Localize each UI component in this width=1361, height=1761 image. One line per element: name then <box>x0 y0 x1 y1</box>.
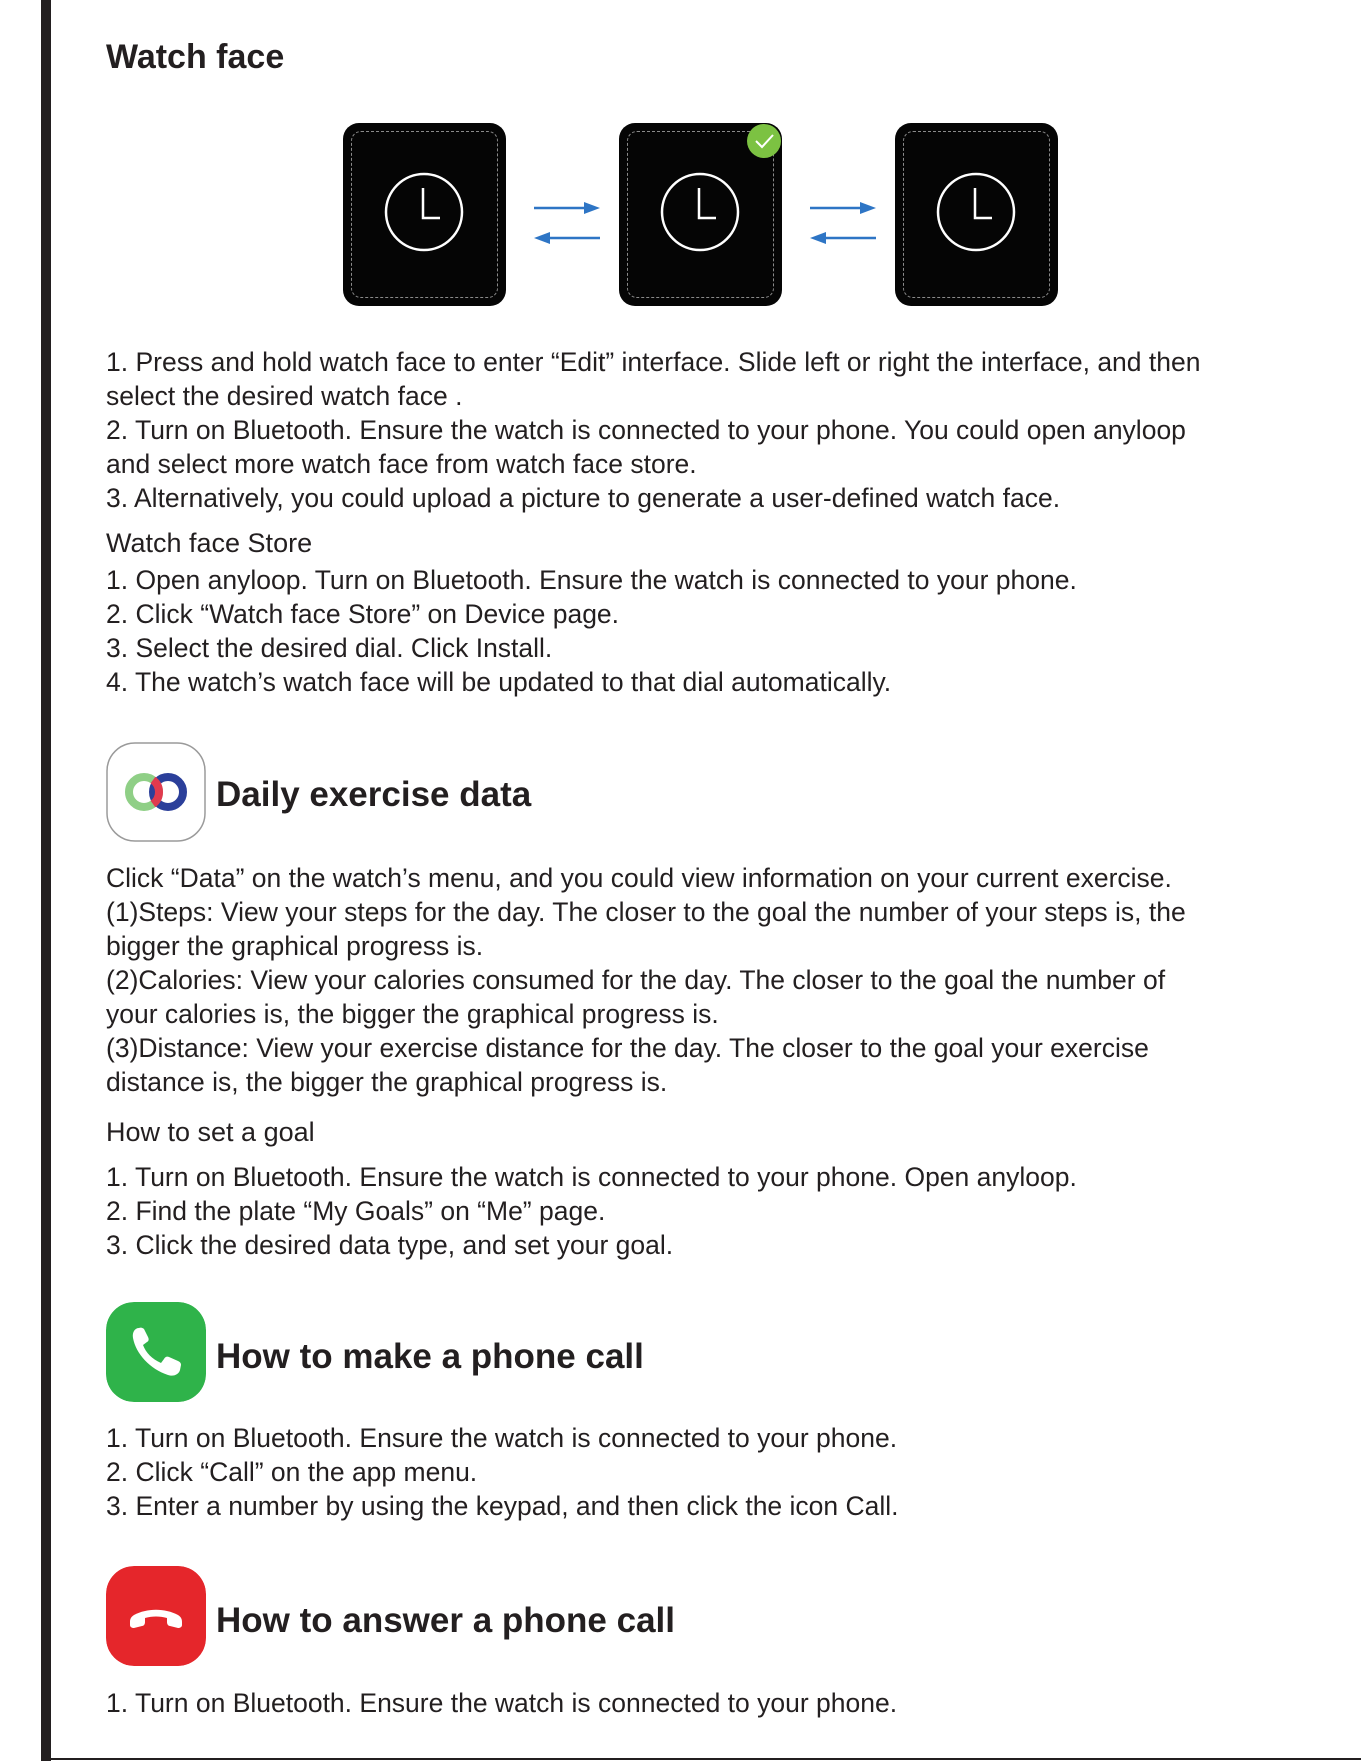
clock-icon <box>936 172 1016 252</box>
swap-arrows-icon <box>808 198 878 248</box>
list-item: 1. Open anyloop. Turn on Bluetooth. Ensure the watch is connected to your phone. <box>106 565 1077 595</box>
list-item: 1. Turn on Bluetooth. Ensure the watch is connected to your phone. <box>106 1423 898 1453</box>
list-item: 3. Click the desired data type, and set your goal. <box>106 1230 674 1260</box>
make-call-steps <box>106 1421 899 1523</box>
list-item: 2. Click “Call” on the app menu. <box>106 1457 478 1487</box>
list-item: distance is, the bigger the graphical progress is. <box>106 1067 668 1097</box>
list-item: select the desired watch face . <box>106 381 463 411</box>
list-item: 1. Turn on Bluetooth. Ensure the watch is connected to your phone. Open anyloop. <box>106 1162 1077 1192</box>
phone-red-icon <box>106 1566 206 1666</box>
list-item: and select more watch face from watch face store. <box>106 449 697 479</box>
watch-face-right <box>895 123 1058 306</box>
watch-face-left <box>343 123 506 306</box>
list-item: (1)Steps: View your steps for the day. The closer to the goal the number of your steps is, the <box>106 897 1186 927</box>
clock-icon <box>660 172 740 252</box>
watch-face-illustration <box>343 123 1063 308</box>
check-icon <box>746 123 782 159</box>
watch-face-store-heading: Watch face Store <box>106 528 313 558</box>
answer-call-steps <box>106 1686 897 1720</box>
list-item: (2)Calories: View your calories consumed for the day. The closer to the goal the number of <box>106 965 1166 995</box>
anyloop-data-icon <box>106 742 206 842</box>
watch-face-selected <box>619 123 782 306</box>
daily-exercise-text <box>106 861 1186 1099</box>
list-item: 1. Turn on Bluetooth. Ensure the watch is connected to your phone. <box>106 1688 898 1718</box>
set-goal-steps <box>106 1160 1077 1262</box>
clock-icon <box>384 172 464 252</box>
page-left-bar <box>41 0 51 1761</box>
daily-exercise-heading: Daily exercise data <box>216 775 532 814</box>
list-item: 2. Find the plate “My Goals” on “Me” page. <box>106 1196 606 1226</box>
list-item: 3. Alternatively, you could upload a picture to generate a user-defined watch face. <box>106 483 1061 513</box>
watch-face-steps <box>106 345 1200 515</box>
list-item: bigger the graphical progress is. <box>106 931 484 961</box>
list-item: 2. Click “Watch face Store” on Device page. <box>106 599 620 629</box>
list-item: your calories is, the bigger the graphical progress is. <box>106 999 719 1029</box>
list-item: 2. Turn on Bluetooth. Ensure the watch is connected to your phone. You could open anyloop <box>106 415 1186 445</box>
list-item: 1. Press and hold watch face to enter “Edit” interface. Slide left or right the interface, and then <box>106 347 1201 377</box>
swap-arrows-icon <box>532 198 602 248</box>
phone-green-icon <box>106 1302 206 1402</box>
make-call-heading: How to make a phone call <box>216 1337 644 1376</box>
list-item: 3. Enter a number by using the keypad, and then click the icon Call. <box>106 1491 899 1521</box>
list-item: (3)Distance: View your exercise distance for the day. The closer to the goal your exercise <box>106 1033 1149 1063</box>
list-item: 3. Select the desired dial. Click Install. <box>106 633 553 663</box>
watch-face-heading: Watch face <box>106 38 285 76</box>
set-goal-heading: How to set a goal <box>106 1117 315 1147</box>
list-item: 4. The watch’s watch face will be updated to that dial automatically. <box>106 667 892 697</box>
answer-call-heading: How to answer a phone call <box>216 1601 675 1640</box>
page-bottom-line <box>41 1758 1361 1760</box>
list-item: Click “Data” on the watch’s menu, and you could view information on your current exercise. <box>106 863 1172 893</box>
watch-face-store-steps <box>106 563 1077 699</box>
